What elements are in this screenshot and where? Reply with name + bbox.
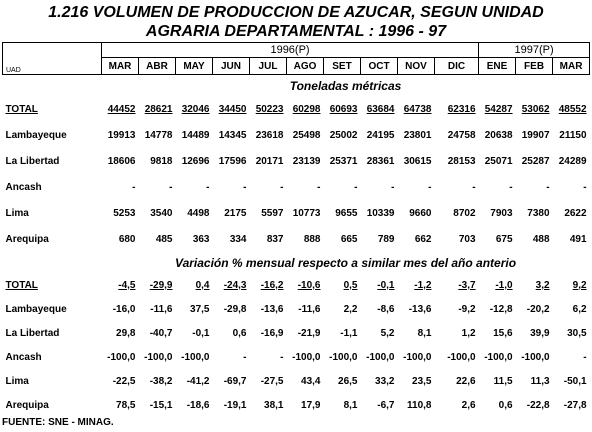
value-cell: 11,3 <box>530 375 550 387</box>
value-cell: 2,2 <box>343 303 358 315</box>
table-row <box>3 174 590 200</box>
value-cell: 334 <box>229 233 247 245</box>
value-cell: -16,9 <box>260 327 284 339</box>
value-cell: 24289 <box>558 155 587 167</box>
value-cell: -12,8 <box>489 303 513 315</box>
value-cell: -10,6 <box>297 279 321 291</box>
month-header: FEB <box>516 58 553 75</box>
value-cell: 23139 <box>292 155 321 167</box>
value-cell: -11,6 <box>298 303 321 315</box>
table-row <box>3 321 590 345</box>
month-header: JUN <box>213 58 250 75</box>
value-cell: 837 <box>266 233 284 245</box>
value-cell: -41,2 <box>186 375 210 387</box>
table-row <box>3 226 590 252</box>
value-cell: -69,7 <box>223 375 247 387</box>
value-cell: 3,2 <box>535 279 550 291</box>
month-header: MAR <box>102 58 139 75</box>
value-cell: -100,0 <box>292 351 321 363</box>
value-cell: - <box>280 351 284 363</box>
value-cell: -100,0 <box>447 351 476 363</box>
row-label: Lima <box>5 375 29 387</box>
value-cell: 789 <box>377 233 395 245</box>
section-spacer <box>3 75 102 97</box>
row-label: Lima <box>5 207 29 219</box>
value-cell: -9,2 <box>458 303 476 315</box>
value-cell: 20171 <box>255 155 284 167</box>
value-cell: -100,0 <box>181 351 210 363</box>
value-cell: 60298 <box>292 103 321 115</box>
value-cell: -1,2 <box>414 279 432 291</box>
value-cell: -19,1 <box>223 399 247 411</box>
value-cell: 39,9 <box>530 327 550 339</box>
value-cell: 24758 <box>447 129 476 141</box>
value-cell: 14489 <box>181 129 210 141</box>
value-cell: 25371 <box>329 155 358 167</box>
value-cell: -4,5 <box>118 279 136 291</box>
value-cell: 21150 <box>559 129 587 141</box>
value-cell: 28361 <box>366 155 395 167</box>
month-header: OCT <box>361 58 398 75</box>
row-label: La Libertad <box>5 327 60 339</box>
value-cell: 25071 <box>484 155 513 167</box>
value-cell: - <box>206 181 210 193</box>
value-cell: 22,6 <box>456 375 476 387</box>
value-cell: 37,5 <box>190 303 210 315</box>
month-header: ABR <box>139 58 176 75</box>
row-label: TOTAL <box>5 103 38 115</box>
value-cell: -100,0 <box>107 351 136 363</box>
month-header: JUL <box>250 58 287 75</box>
section-spacer <box>3 252 102 273</box>
value-cell: 23801 <box>403 129 432 141</box>
value-cell: 485 <box>155 233 173 245</box>
value-cell: 1,2 <box>461 327 476 339</box>
value-cell: 0,6 <box>232 327 247 339</box>
value-cell: -0,1 <box>377 279 395 291</box>
value-cell: -100,0 <box>329 351 358 363</box>
value-cell: - <box>317 181 321 193</box>
value-cell: 2,6 <box>461 399 476 411</box>
value-cell: 32046 <box>181 103 210 115</box>
value-cell: - <box>428 181 432 193</box>
source-note: FUENTE: SNE - MINAG. <box>2 417 114 428</box>
value-cell: 60693 <box>329 103 358 115</box>
value-cell: 10339 <box>366 207 395 219</box>
value-cell: 9,2 <box>572 279 587 291</box>
value-cell: - <box>169 181 173 193</box>
value-cell: -13,6 <box>408 303 432 315</box>
month-header: DIC <box>435 58 479 75</box>
month-header: SET <box>324 58 361 75</box>
value-cell: 6,2 <box>572 303 587 315</box>
value-cell: 14778 <box>144 129 173 141</box>
value-cell: 17,9 <box>301 399 321 411</box>
value-cell: 34450 <box>218 103 247 115</box>
value-cell: 5253 <box>113 207 136 219</box>
value-cell: 23618 <box>255 129 284 141</box>
value-cell: 25002 <box>329 129 358 141</box>
value-cell: 5,2 <box>380 327 395 339</box>
value-cell: 363 <box>192 233 210 245</box>
value-cell: 11,5 <box>493 375 513 387</box>
value-cell: 30615 <box>403 155 432 167</box>
row-label: Arequipa <box>5 399 49 411</box>
value-cell: 25498 <box>292 129 321 141</box>
value-cell: -11,6 <box>150 303 173 315</box>
value-cell: 43,4 <box>301 375 321 387</box>
value-cell: -6,7 <box>377 399 395 411</box>
value-cell: 44452 <box>107 103 136 115</box>
value-cell: - <box>280 181 284 193</box>
value-cell: -16,2 <box>260 279 284 291</box>
period-header: 1997(P) <box>479 43 590 58</box>
value-cell: - <box>546 181 550 193</box>
value-cell: -8,6 <box>377 303 395 315</box>
value-cell: 50223 <box>255 103 284 115</box>
value-cell: 38,1 <box>264 399 284 411</box>
value-cell: - <box>391 181 395 193</box>
value-cell: 64738 <box>403 103 432 115</box>
row-label: TOTAL <box>5 279 38 291</box>
value-cell: - <box>583 181 587 193</box>
value-cell: -50,1 <box>563 375 587 387</box>
table-row <box>3 273 590 297</box>
month-header: MAY <box>176 58 213 75</box>
value-cell: 15,6 <box>493 327 513 339</box>
value-cell: 9655 <box>335 207 358 219</box>
value-cell: 888 <box>303 233 321 245</box>
row-label: Ancash <box>5 351 42 363</box>
value-cell: - <box>243 351 247 363</box>
value-cell: - <box>583 351 587 363</box>
value-cell: 0,4 <box>195 279 210 291</box>
value-cell: -1,1 <box>340 327 358 339</box>
value-cell: 53062 <box>521 103 550 115</box>
value-cell: 8,1 <box>343 399 358 411</box>
value-cell: 680 <box>118 233 136 245</box>
value-cell: 14345 <box>218 129 247 141</box>
value-cell: 54287 <box>484 103 513 115</box>
value-cell: -100,0 <box>144 351 173 363</box>
value-cell: 9660 <box>409 207 432 219</box>
period-header: 1996(P) <box>102 43 479 58</box>
header-corner <box>3 43 102 58</box>
month-header: NOV <box>398 58 435 75</box>
value-cell: - <box>509 181 513 193</box>
value-cell: -38,2 <box>149 375 173 387</box>
table-title-line-2: AGRARIA DEPARTAMENTAL : 1996 - 97 <box>145 23 447 40</box>
value-cell: - <box>243 181 247 193</box>
value-cell: 48552 <box>558 103 587 115</box>
value-cell: -100,0 <box>484 351 513 363</box>
value-cell: -21,9 <box>297 327 321 339</box>
value-cell: 703 <box>458 233 476 245</box>
value-cell: -22,8 <box>526 399 550 411</box>
value-cell: 62316 <box>447 103 476 115</box>
value-cell: -20,2 <box>526 303 550 315</box>
value-cell: 9818 <box>150 155 173 167</box>
value-cell: - <box>354 181 358 193</box>
table-row <box>3 345 590 369</box>
row-label: Ancash <box>5 181 42 193</box>
value-cell: 8,1 <box>417 327 432 339</box>
value-cell: 4498 <box>187 207 210 219</box>
value-cell: -15,1 <box>149 399 173 411</box>
table-row <box>3 369 590 393</box>
value-cell: 3540 <box>150 207 173 219</box>
value-cell: 7903 <box>490 207 513 219</box>
value-cell: 110,8 <box>407 399 432 411</box>
value-cell: 33,2 <box>375 375 395 387</box>
value-cell: -27,5 <box>260 375 284 387</box>
value-cell: -18,6 <box>186 399 210 411</box>
value-cell: 78,5 <box>116 399 136 411</box>
value-cell: 24195 <box>366 129 395 141</box>
value-cell: 23,5 <box>412 375 432 387</box>
sugar-production-table <box>2 42 590 417</box>
value-cell: 0,5 <box>343 279 358 291</box>
value-cell: 8702 <box>453 207 476 219</box>
value-cell: 662 <box>414 233 432 245</box>
value-cell: 25287 <box>521 155 550 167</box>
value-cell: -27,8 <box>563 399 587 411</box>
value-cell: 488 <box>532 233 550 245</box>
month-header: MAR <box>553 58 590 75</box>
value-cell: 29,8 <box>116 327 136 339</box>
value-cell: 2175 <box>224 207 247 219</box>
value-cell: 0,6 <box>498 399 513 411</box>
value-cell: -22,5 <box>112 375 136 387</box>
row-header-label: UAD <box>3 58 102 75</box>
value-cell: 665 <box>340 233 358 245</box>
value-cell: 19907 <box>521 129 550 141</box>
row-label: La Libertad <box>5 155 60 167</box>
table-row <box>3 148 590 174</box>
value-cell: -24,3 <box>223 279 247 291</box>
section-title: Toneladas métricas <box>289 78 402 93</box>
value-cell: - <box>132 181 136 193</box>
value-cell: 10773 <box>292 207 321 219</box>
value-cell: -3,7 <box>458 279 476 291</box>
value-cell: 17596 <box>218 155 247 167</box>
month-header: ENE <box>479 58 516 75</box>
value-cell: -0,1 <box>192 327 210 339</box>
section-title: Variación % mensual respecto a similar mes del año anterio <box>175 255 517 270</box>
table-row <box>3 96 590 122</box>
value-cell: -29,8 <box>223 303 247 315</box>
value-cell: -29,9 <box>149 279 173 291</box>
value-cell: 26,5 <box>338 375 358 387</box>
value-cell: 675 <box>495 233 513 245</box>
value-cell: -40,7 <box>149 327 173 339</box>
value-cell: 12696 <box>181 155 210 167</box>
row-label: Lambayeque <box>5 303 67 315</box>
value-cell: 30,5 <box>567 327 587 339</box>
value-cell: 5597 <box>261 207 284 219</box>
value-cell: 28153 <box>447 155 476 167</box>
value-cell: - <box>472 181 476 193</box>
row-label: Lambayeque <box>5 129 67 141</box>
table-row <box>3 200 590 226</box>
value-cell: -16,0 <box>112 303 136 315</box>
value-cell: 63684 <box>366 103 395 115</box>
value-cell: 20638 <box>484 129 513 141</box>
value-cell: 18606 <box>107 155 136 167</box>
value-cell: 28621 <box>144 103 173 115</box>
value-cell: -100,0 <box>366 351 395 363</box>
value-cell: -13,6 <box>260 303 284 315</box>
table-title-line-1: 1.216 VOLUMEN DE PRODUCCION DE AZUCAR, SEGUN UNIDAD <box>48 4 544 21</box>
value-cell: -100,0 <box>521 351 550 363</box>
value-cell: -100,0 <box>403 351 432 363</box>
table-row <box>3 393 590 417</box>
value-cell: -1,0 <box>495 279 513 291</box>
value-cell: 7380 <box>527 207 550 219</box>
value-cell: 491 <box>569 233 587 245</box>
table-row <box>3 297 590 321</box>
row-label: Arequipa <box>5 233 49 245</box>
table-row <box>3 122 590 148</box>
month-header: AGO <box>287 58 324 75</box>
value-cell: 19913 <box>107 129 136 141</box>
value-cell: 2622 <box>564 207 587 219</box>
